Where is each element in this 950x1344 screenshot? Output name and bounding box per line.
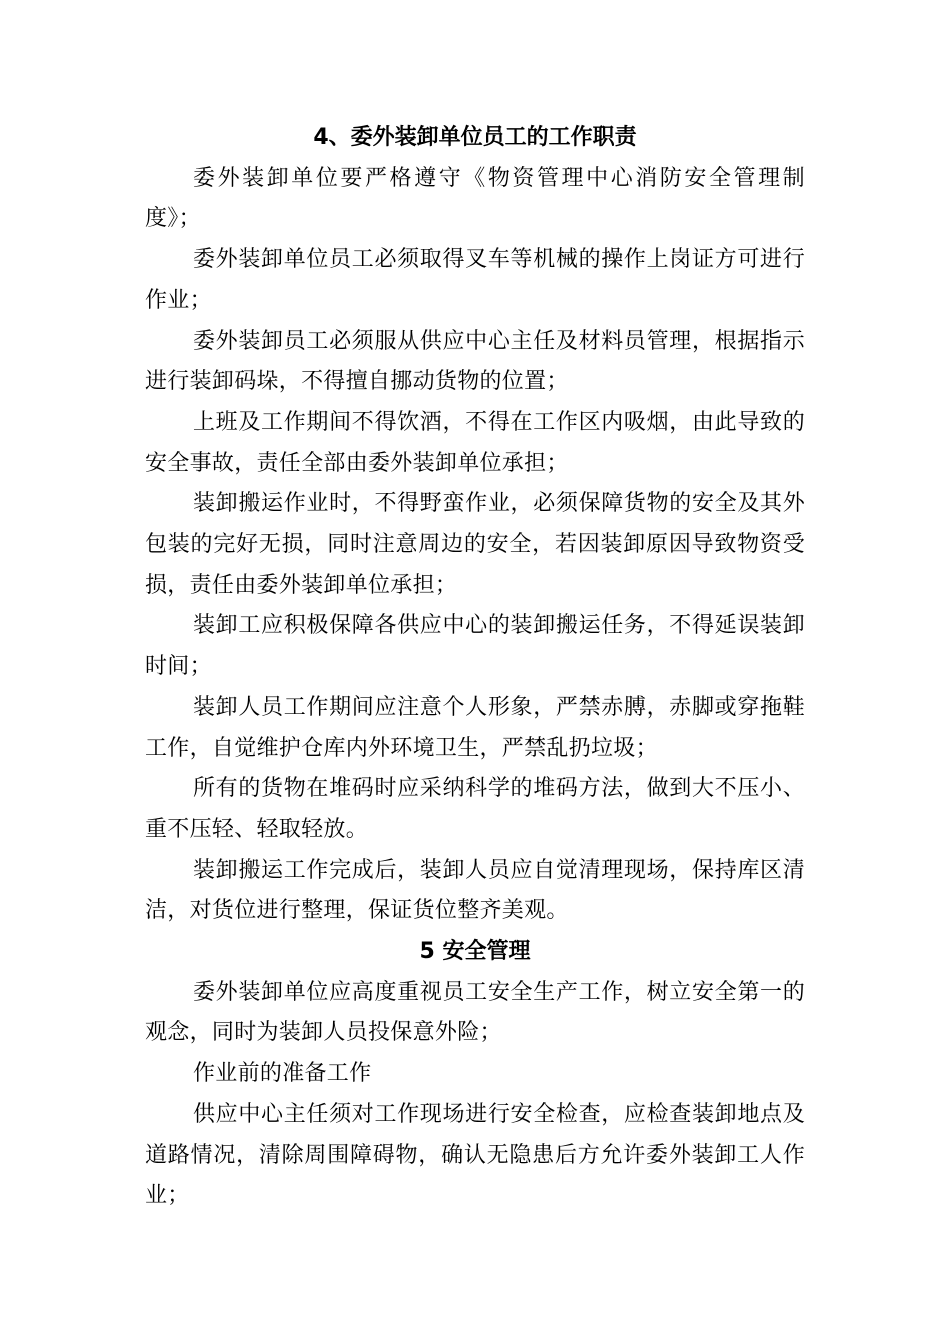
section-5-paragraph-1: 委外装卸单位应高度重视员工安全生产工作，树立安全第一的观念，同时为装卸人员投保意外险； — [145, 979, 805, 1046]
section-4-paragraph-3: 委外装卸员工必须服从供应中心主任及材料员管理，根据指示进行装卸码垛，不得擅自挪动货物的位置； — [145, 328, 805, 395]
section-4-paragraph-6: 装卸工应积极保障各供应中心的装卸搬运任务，不得延误装卸时间； — [145, 613, 805, 680]
section-4-paragraph-5: 装卸搬运作业时，不得野蛮作业，必须保障货物的安全及其外包装的完好无损，同时注意周边的安全，若因装卸原因导致物资受损，责任由委外装卸单位承担； — [145, 491, 805, 598]
section-4-heading: 4、委外装卸单位员工的工作职责 — [313, 125, 637, 150]
section-5-paragraph-3: 供应中心主任须对工作现场进行安全检查，应检查装卸地点及道路情况，清除周围障碍物，确认无隐患后方允许委外装卸工人作业； — [145, 1101, 805, 1209]
section-4-paragraph-2: 委外装卸单位员工必须取得叉车等机械的操作上岗证方可进行作业； — [145, 247, 805, 313]
section-4-paragraph-7: 装卸人员工作期间应注意个人形象，严禁赤膊，赤脚或穿拖鞋工作，自觉维护仓库内外环境卫生，严禁乱扔垃圾； — [145, 694, 805, 761]
section-4-paragraph-8: 所有的货物在堆码时应采纳科学的堆码方法，做到大不压小、重不压轻、轻取轻放。 — [145, 776, 805, 842]
section-4-paragraph-9: 装卸搬运工作完成后，装卸人员应自觉清理现场，保持库区清洁，对货位进行整理，保证货位整齐美观。 — [145, 857, 805, 924]
document-body — [145, 118, 805, 1217]
section-4-paragraph-1: 委外装卸单位要严格遵守《物资管理中心消防安全管理制度》； — [145, 165, 805, 232]
section-5-heading: 5 安全管理 — [419, 939, 531, 965]
section-5-paragraph-2: 作业前的准备工作 — [193, 1061, 372, 1087]
section-4-paragraph-4: 上班及工作期间不得饮酒，不得在工作区内吸烟，由此导致的安全事故，责任全部由委外装卸单位承担； — [145, 409, 805, 476]
